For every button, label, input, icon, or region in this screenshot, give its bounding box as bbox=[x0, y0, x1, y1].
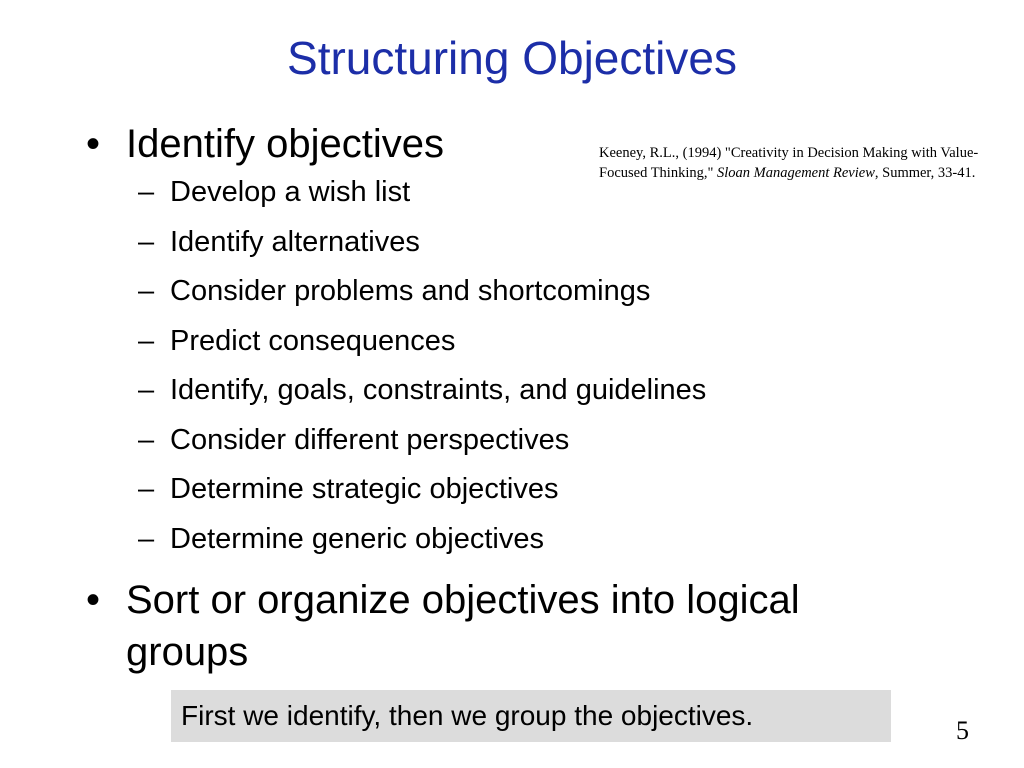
bullet-item bbox=[86, 574, 806, 678]
sub-bullet-text: Identify alternatives bbox=[170, 225, 420, 258]
citation-journal: Sloan Management Review bbox=[717, 164, 875, 181]
bullet-list bbox=[86, 118, 806, 678]
sub-bullet-item bbox=[86, 515, 806, 565]
sub-bullet-text: Predict consequences bbox=[170, 324, 456, 357]
sub-bullet-item bbox=[86, 465, 806, 515]
citation bbox=[599, 144, 979, 183]
citation-text: Keeney, R.L., (1994) "Creativity in Decision Making with Value-Focused Thinking," bbox=[599, 145, 979, 181]
sub-bullet-text: Identify, goals, constraints, and guidelines bbox=[170, 374, 707, 406]
sub-bullet-text: Determine strategic objectives bbox=[170, 473, 559, 505]
dash-marker: – bbox=[138, 522, 155, 555]
sub-bullet-item bbox=[86, 267, 806, 317]
dash-marker: – bbox=[138, 423, 155, 456]
bullet-marker: • bbox=[86, 122, 101, 166]
sub-bullet-list bbox=[86, 168, 806, 564]
sub-bullet-text: Consider different perspectives bbox=[170, 423, 570, 456]
slide-title: Structuring Objectives bbox=[287, 32, 737, 84]
dash-marker: – bbox=[138, 473, 155, 505]
sub-bullet-text: Consider problems and shortcomings bbox=[170, 275, 651, 307]
callout-box bbox=[171, 690, 891, 742]
page-number: 5 bbox=[956, 716, 969, 745]
sub-bullet-text: Develop a wish list bbox=[170, 176, 411, 208]
dash-marker: – bbox=[138, 275, 155, 307]
sub-bullet-text: Determine generic objectives bbox=[170, 522, 544, 555]
dash-marker: – bbox=[138, 225, 155, 258]
bullet-text: Sort or organize objectives into logical groups bbox=[126, 578, 800, 674]
dash-marker: – bbox=[138, 374, 155, 406]
bullet-marker: • bbox=[86, 578, 101, 622]
citation-details: , Summer, 33-41. bbox=[874, 164, 976, 181]
callout-text: First we identify, then we group the objectives. bbox=[181, 700, 754, 731]
sub-bullet-item bbox=[86, 416, 806, 466]
dash-marker: – bbox=[138, 324, 155, 357]
bullet-text: Identify objectives bbox=[126, 122, 444, 166]
dash-marker: – bbox=[138, 176, 155, 208]
sub-bullet-item bbox=[86, 366, 806, 416]
sub-bullet-item bbox=[86, 218, 806, 268]
sub-bullet-item bbox=[86, 317, 806, 367]
